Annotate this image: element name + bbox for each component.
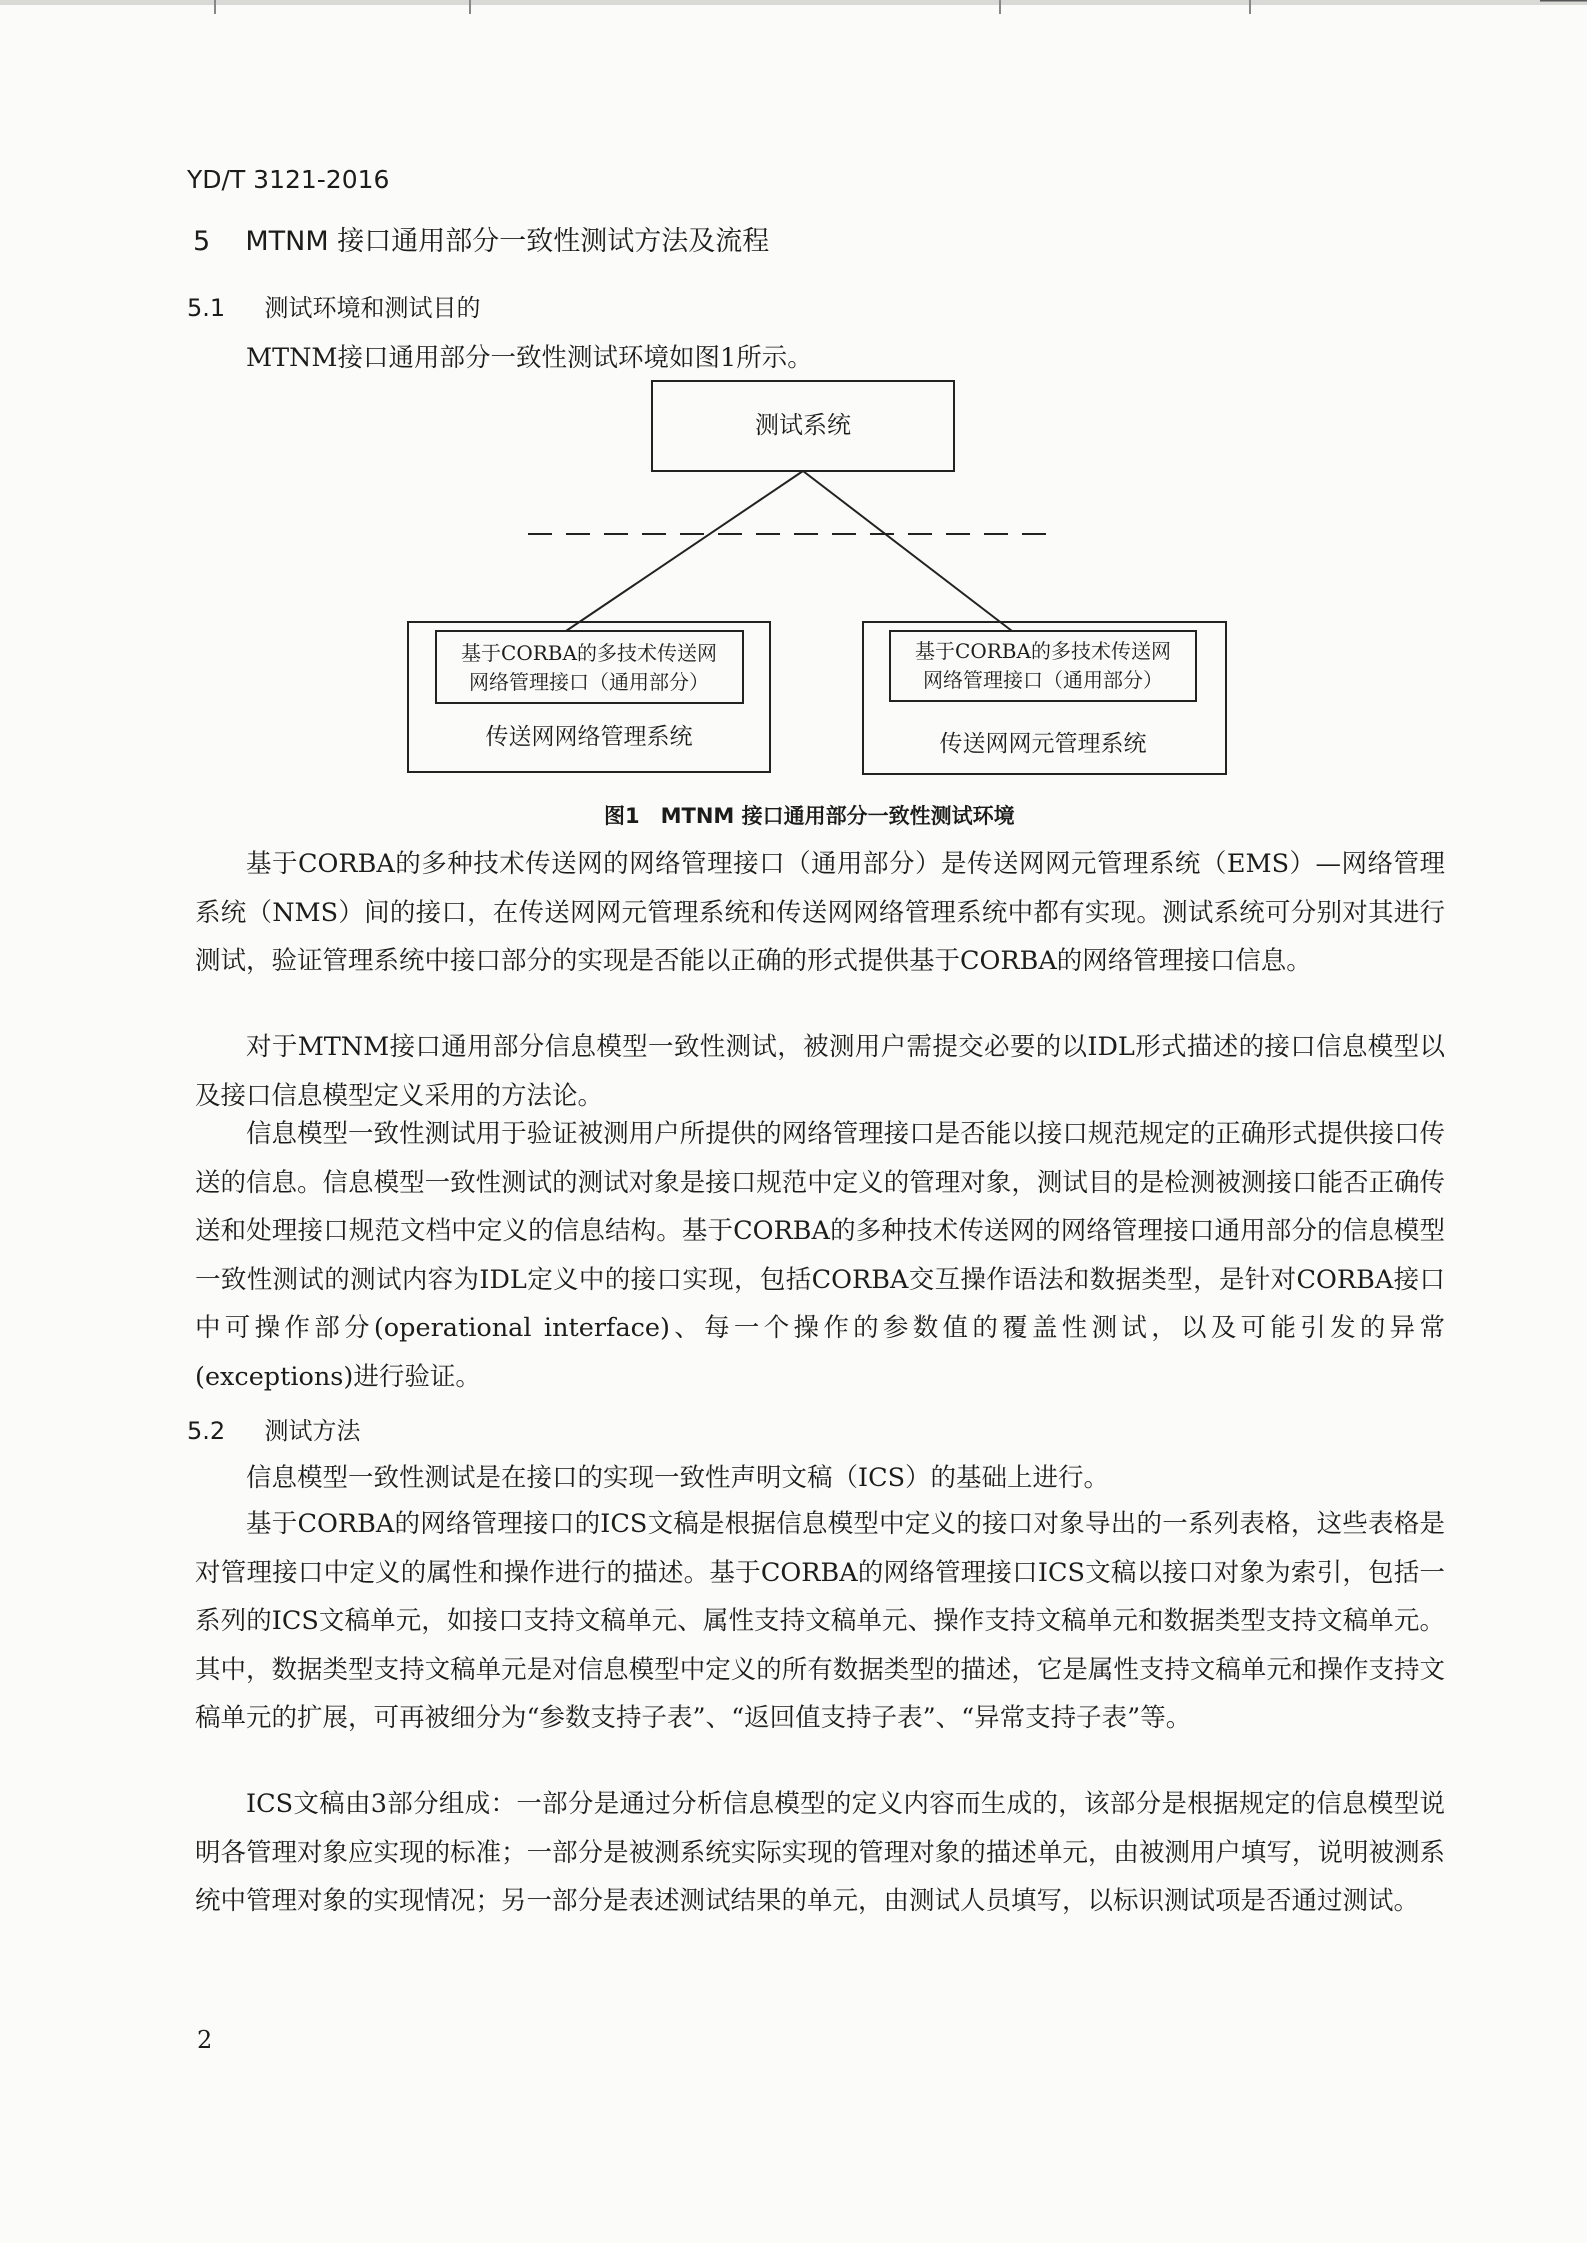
section-5-1-title: 测试环境和测试目的 [264,294,481,322]
page-number: 2 [197,2026,213,2054]
left-inner-line2: 网络管理接口（通用部分） [469,670,709,694]
link-line-right [803,471,1012,631]
paragraph-5-1-b: 对于MTNM接口通用部分信息模型一致性测试，被测用户需提交必要的以IDL形式描述的接口信息模型以及接口信息模型定义采用的方法论。 [195,1032,1445,1111]
right-inner-line2: 网络管理接口（通用部分） [923,668,1163,692]
section-5-title: MTNM 接口通用部分一致性测试方法及流程 [245,226,770,257]
paragraph-5-2-b: 基于CORBA的网络管理接口的ICS文稿是根据信息模型中定义的接口对象导出的一系列表格，这些表格是对管理接口中定义的属性和操作进行的描述。基于CORBA的网络管理接口ICS文稿以接口对象为索引，包括一系列的ICS文稿单元，如接口支持文稿单元、属性支持文稿单元、操作支持文稿单元和数据类型支持文稿单元。其中，数据类型支持文稿单元是对信息模型中定义的所有数据类型的描述，它是属性支持文稿单元和操作支持文稿单元的扩展，可再被细分为“参数支持子表”、“返回值支持子表”、“异常支持子表”等。 [195,1509,1445,1733]
document-id: YD/T 3121-2016 [187,165,390,194]
paragraph-5-2-a: 信息模型一致性测试是在接口的实现一致性声明文稿（ICS）的基础上进行。 [246,1463,1110,1493]
paragraph-5-1-c: 信息模型一致性测试用于验证被测用户所提供的网络管理接口是否能以接口规范规定的正确形式提供接口传送的信息。信息模型一致性测试的测试对象是接口规范中定义的管理对象，测试目的是检测被测接口能否正确传送和处理接口规范文档中定义的信息结构。基于CORBA的多种技术传送网的网络管理接口通用部分的信息模型一致性测试的测试内容为IDL定义中的接口实现，包括CORBA交互操作语法和数据类型，是针对CORBA接口中可操作部分(operational interface)、每一个操作的参数值的覆盖性测试，以及可能引发的异常(exceptions)进行验证。 [195,1119,1445,1392]
section-5-number: 5 [193,226,211,257]
paragraph-5-1-a: 基于CORBA的多种技术传送网的网络管理接口（通用部分）是传送网网元管理系统（EMS）—网络管理系统（NMS）间的接口，在传送网网元管理系统和传送网网络管理系统中都有实现。测试系统可分别对其进行测试，验证管理系统中接口部分的实现是否能以正确的形式提供基于CORBA的网络管理接口信息。 [195,849,1445,976]
section-5-1-number: 5.1 [187,294,226,322]
section-5-1-intro: MTNM接口通用部分一致性测试环境如图1所示。 [246,343,813,373]
left-outer-label: 传送网网络管理系统 [485,724,693,750]
section-5-2-number: 5.2 [187,1417,226,1445]
link-line-left [566,471,803,631]
left-inner-line1: 基于CORBA的多技术传送网 [461,641,717,665]
paragraph-5-2-c: ICS文稿由3部分组成：一部分是通过分析信息模型的定义内容而生成的，该部分是根据规定的信息模型说明各管理对象应实现的标准；一部分是被测系统实际实现的管理对象的描述单元，由被测用户填写，说明被测系统中管理对象的实现情况；另一部分是表述测试结果的单元，由测试人员填写，以标识测试项是否通过测试。 [195,1789,1445,1916]
right-inner-line1: 基于CORBA的多技术传送网 [915,639,1171,663]
test-system-label: 测试系统 [755,411,851,439]
right-outer-label: 传送网网元管理系统 [939,731,1147,757]
section-5-2-title: 测试方法 [264,1417,361,1445]
figure-1-diagram [0,0,1587,800]
figure-1-caption: 图1 MTNM 接口通用部分一致性测试环境 [604,804,1015,828]
section-5-2-heading [187,1411,360,1446]
